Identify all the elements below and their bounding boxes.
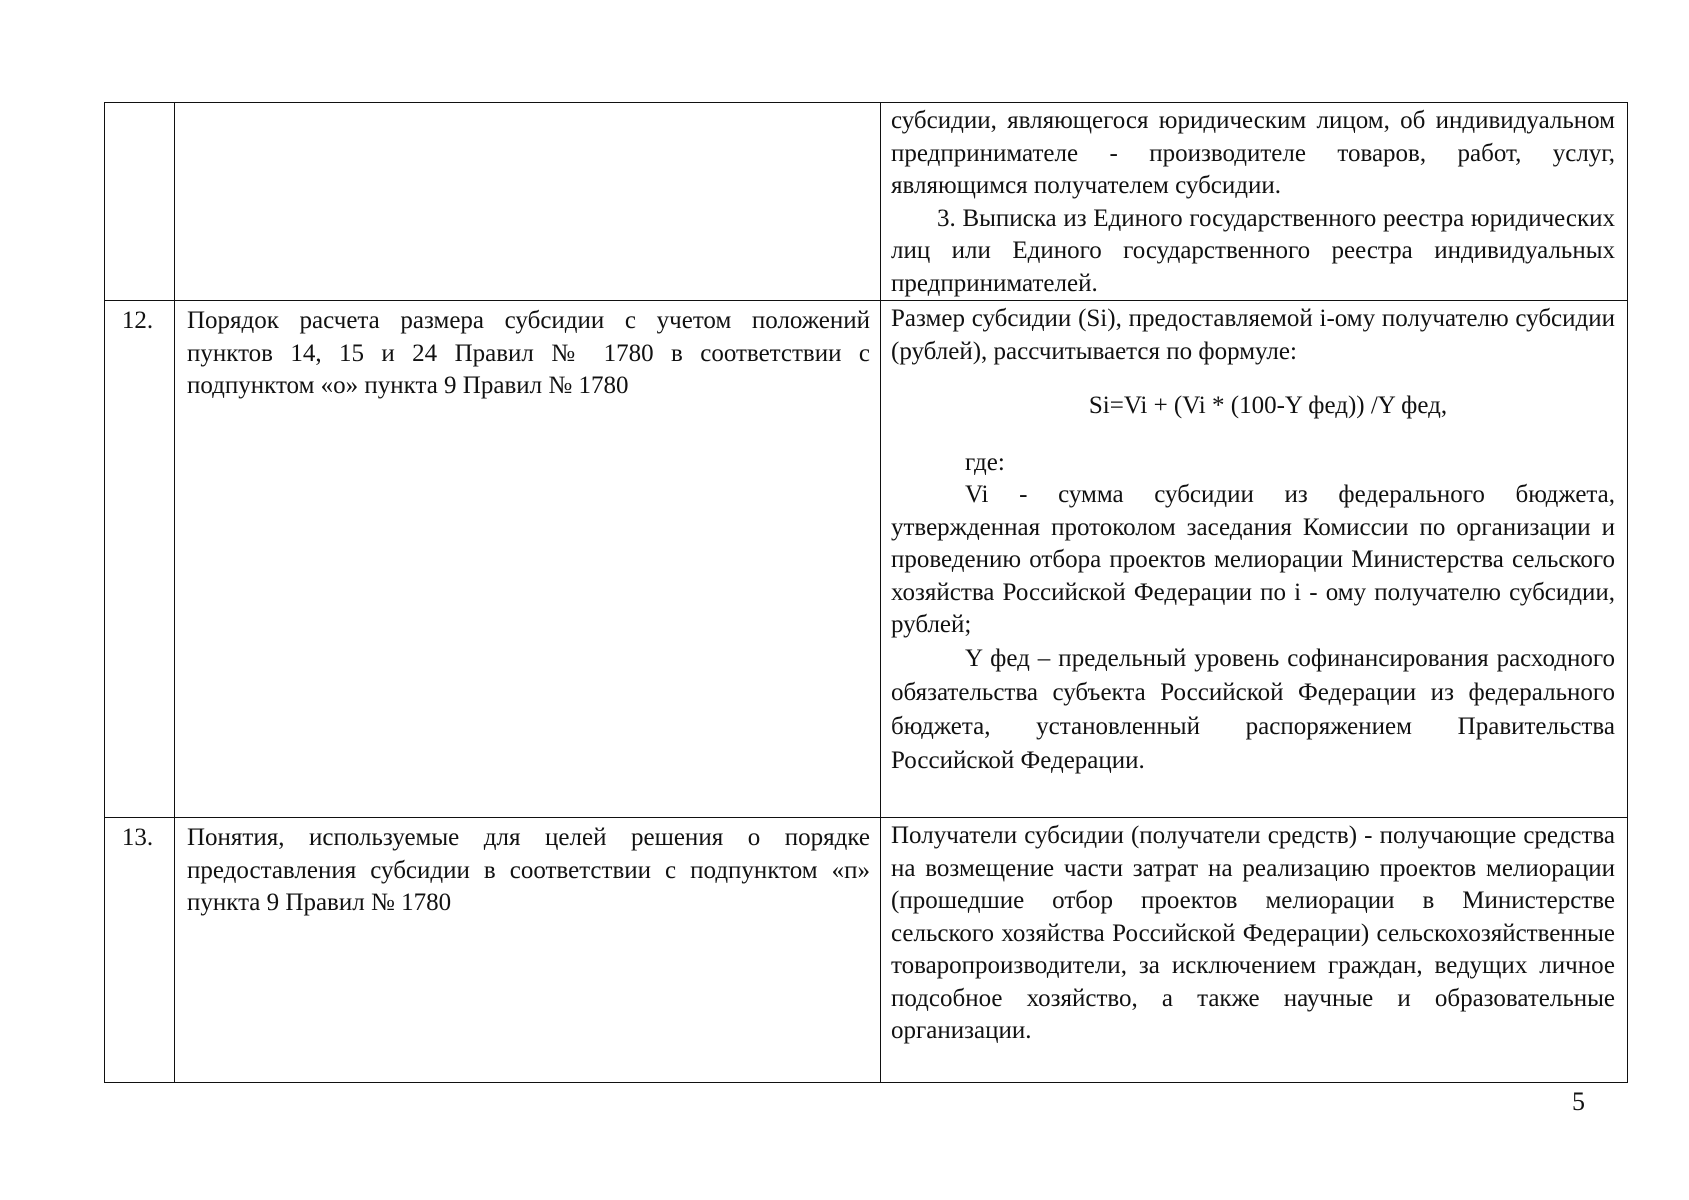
- row-number-cell: [105, 301, 175, 818]
- row-title-cell: [175, 301, 881, 818]
- table-row: [105, 103, 1628, 301]
- table-row: [105, 818, 1628, 1083]
- row-content-cell: [881, 103, 1628, 301]
- row-number-cell: [105, 818, 175, 1083]
- row-number-cell: [105, 103, 175, 301]
- row-number: 13.: [121, 824, 154, 851]
- paragraph: 3. Выписка из Единого государственного реестра юридических лиц или Единого государственного реестра индивидуальных предпринимателей.: [891, 204, 1615, 297]
- subsidy-formula: Si=Vi + (Vi * (100-Y фед)) /Y фед,: [1088, 392, 1448, 419]
- page-number: 5: [1572, 1087, 1585, 1116]
- row-title-cell: [175, 818, 881, 1083]
- row-title: Порядок расчета размера субсидии с учетом положений пунктов 14, 15 и 24 Правил № 1780 в соответствии с подпунктом «о» пункта 9 Правил № 1780: [187, 307, 870, 399]
- row-number: [105, 103, 174, 107]
- row-title-cell: [175, 103, 881, 301]
- row-content-cell: [881, 818, 1628, 1083]
- regulation-table: [104, 102, 1628, 1083]
- formula-intro: Размер субсидии (Si), предоставляемой i-ому получателю субсидии (рублей), рассчитывается по формуле:: [891, 305, 1615, 365]
- definition-y-fed: Y фед – предельный уровень софинансирования расходного обязательства субъекта Российской Федерации из федерального бюджета, установленный распоряжением Правительства Российской Федерации.: [891, 644, 1615, 774]
- definition-vi: Vi - сумма субсидии из федерального бюджета, утвержденная протоколом заседания Комиссии по организации и проведению отбора проектов мелиорации Министерства сельского хозяйства Российской Федерации по i - ому получателю субсидии, рублей;: [891, 481, 1615, 638]
- table-row: [105, 301, 1628, 818]
- paragraph: субсидии, являющегося юридическим лицом, об индивидуальном предпринимателе - производителе товаров, работ, услуг, являющимся получателем субсидии.: [891, 107, 1615, 199]
- row-number: 12.: [121, 307, 154, 334]
- row-title: Понятия, используемые для целей решения о порядке предоставления субсидии в соответствии с подпунктом «п» пункта 9 Правил № 1780: [187, 824, 870, 916]
- row-content-cell: [881, 301, 1628, 818]
- paragraph: Получатели субсидии (получатели средств) - получающие средства на возмещение части затрат на реализацию проектов мелиорации (прошедшие отбор проектов мелиорации в Министерстве сельского хозяйства Российской Федерации) сельскохозяйственные товаропроизводители, за исключением граждан, ведущих личное подсобное хозяйство, а также научные и образовательные организации.: [891, 822, 1615, 1044]
- where-label: где:: [965, 448, 1005, 476]
- row-title: [175, 103, 880, 107]
